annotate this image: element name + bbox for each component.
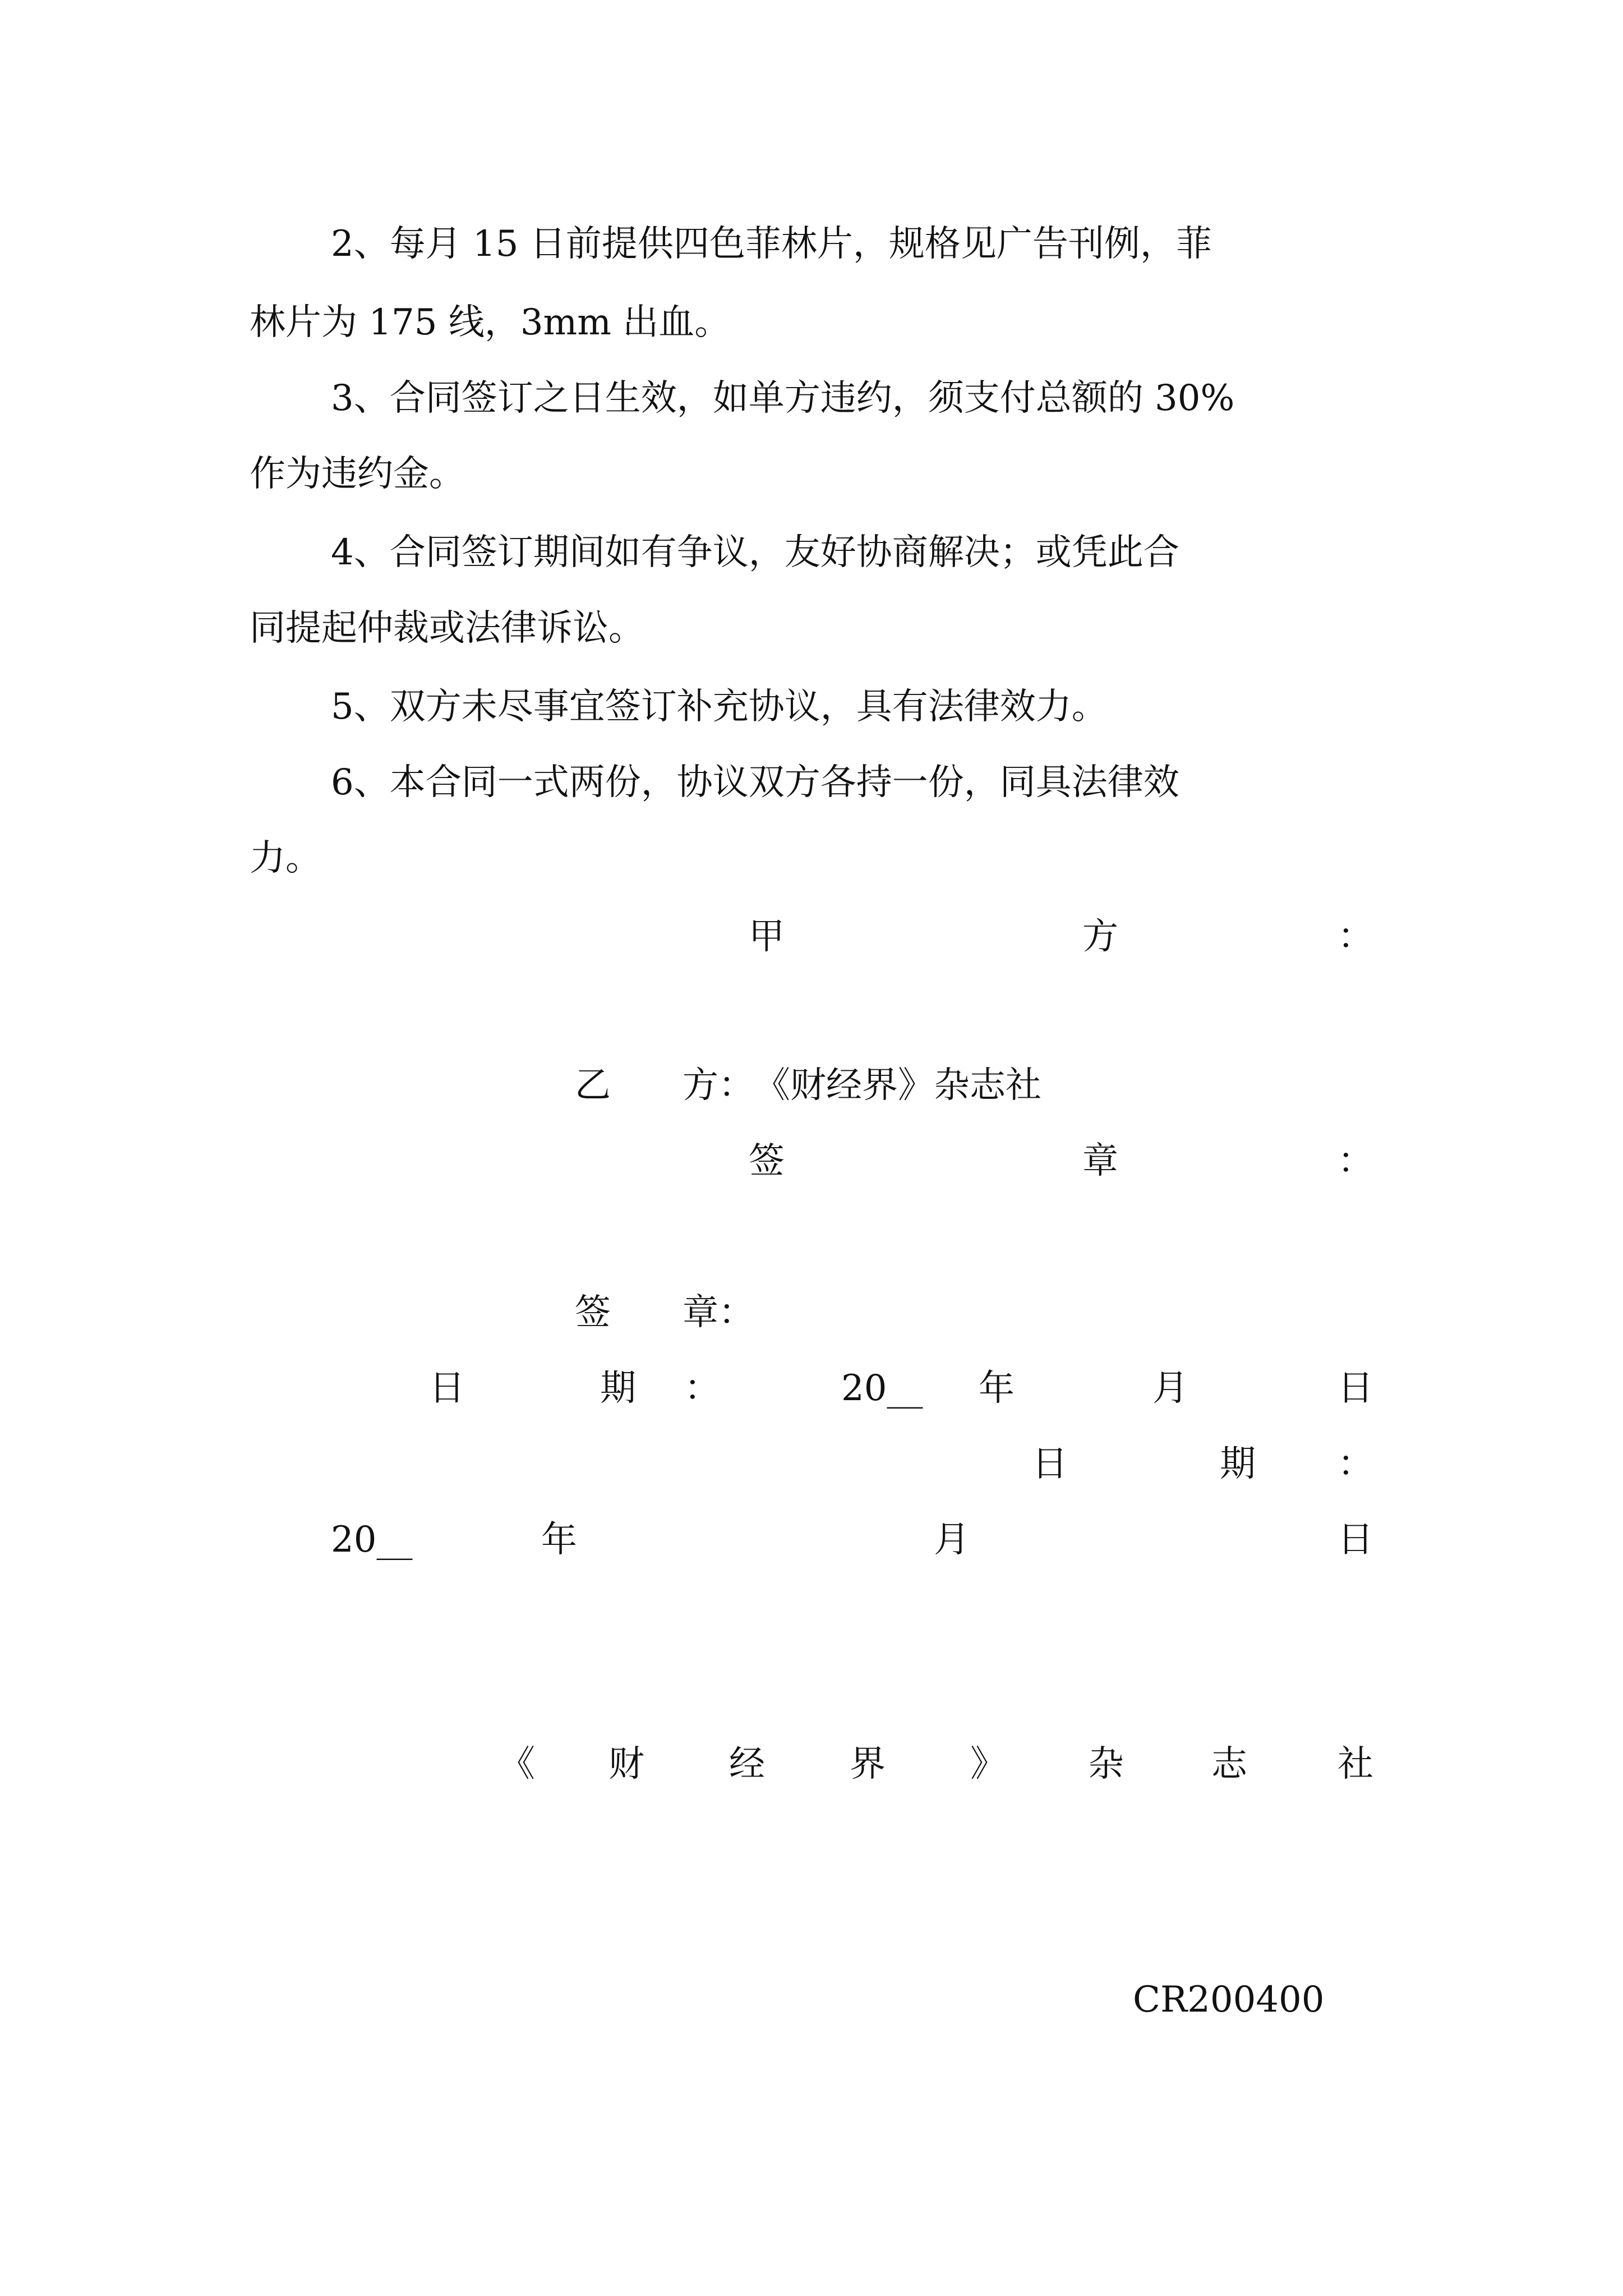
seal-b-line: 签 章： xyxy=(575,1292,754,1333)
document-code: CR200400 xyxy=(1133,1979,1325,2021)
date-a-line xyxy=(0,1358,1623,1419)
clause-3-line-2: 作为违约金。 xyxy=(250,453,465,495)
party-a-colon: ： xyxy=(1338,916,1373,958)
clause-4-line-2: 同提起仲裁或法律诉讼。 xyxy=(250,608,644,649)
clause-6-line-1: 6、本合同一式两份，协议双方各持一份，同具法律效 xyxy=(331,762,1179,803)
publisher-char-5: 》 xyxy=(970,1743,1006,1785)
date-b-colon: ： xyxy=(1338,1443,1373,1485)
date-b-char-1: 日 xyxy=(1032,1443,1068,1485)
publisher-char-3: 经 xyxy=(729,1743,765,1785)
date-b-year: 年 xyxy=(541,1519,577,1561)
date-a-char-2: 期 xyxy=(600,1368,636,1409)
seal-a-char-2: 章 xyxy=(1082,1140,1118,1182)
party-a-char-1: 甲 xyxy=(749,916,785,958)
date-b-label-line xyxy=(0,1433,1623,1495)
clause-2-line-1: 2、每月 15 日前提供四色菲林片，规格见广告刊例，菲 xyxy=(331,223,1212,265)
date-a-year-prefix: 20__ xyxy=(841,1368,923,1409)
date-b-char-2: 期 xyxy=(1220,1443,1256,1485)
date-b-day: 日 xyxy=(1338,1519,1373,1561)
publisher-name xyxy=(0,1733,1623,1795)
date-a-month: 月 xyxy=(1152,1368,1188,1409)
clause-4-line-1: 4、合同签订期间如有争议，友好协商解决；或凭此合 xyxy=(331,532,1179,573)
date-a-colon: ： xyxy=(684,1368,720,1409)
publisher-char-8: 社 xyxy=(1338,1743,1373,1785)
publisher-char-7: 志 xyxy=(1211,1743,1247,1785)
clause-5-line-1: 5、双方未尽事宜签订补充协议，具有法律效力。 xyxy=(331,686,1108,728)
date-b-values-line xyxy=(0,1509,1623,1571)
clause-6-line-2: 力。 xyxy=(250,838,321,879)
publisher-char-6: 杂 xyxy=(1088,1743,1124,1785)
party-b-line: 乙 方： 《财经界》杂志社 xyxy=(575,1065,1041,1106)
date-a-char-1: 日 xyxy=(429,1368,465,1409)
clause-3-line-1: 3、合同签订之日生效，如单方违约，须支付总额的 30% xyxy=(331,378,1235,419)
party-a-char-2: 方 xyxy=(1082,916,1118,958)
date-a-year: 年 xyxy=(979,1368,1015,1409)
publisher-char-2: 财 xyxy=(608,1743,644,1785)
party-a-line xyxy=(0,906,1623,968)
seal-a-char-1: 签 xyxy=(749,1140,785,1182)
seal-a-line xyxy=(0,1130,1623,1192)
seal-a-colon: ： xyxy=(1338,1140,1373,1182)
date-b-month: 月 xyxy=(934,1519,970,1561)
publisher-char-1: 《 xyxy=(499,1743,535,1785)
date-b-year-prefix: 20__ xyxy=(331,1519,413,1561)
publisher-char-4: 界 xyxy=(850,1743,886,1785)
clause-2-line-2: 林片为 175 线，3mm 出血。 xyxy=(250,302,731,343)
date-a-day: 日 xyxy=(1338,1368,1373,1409)
